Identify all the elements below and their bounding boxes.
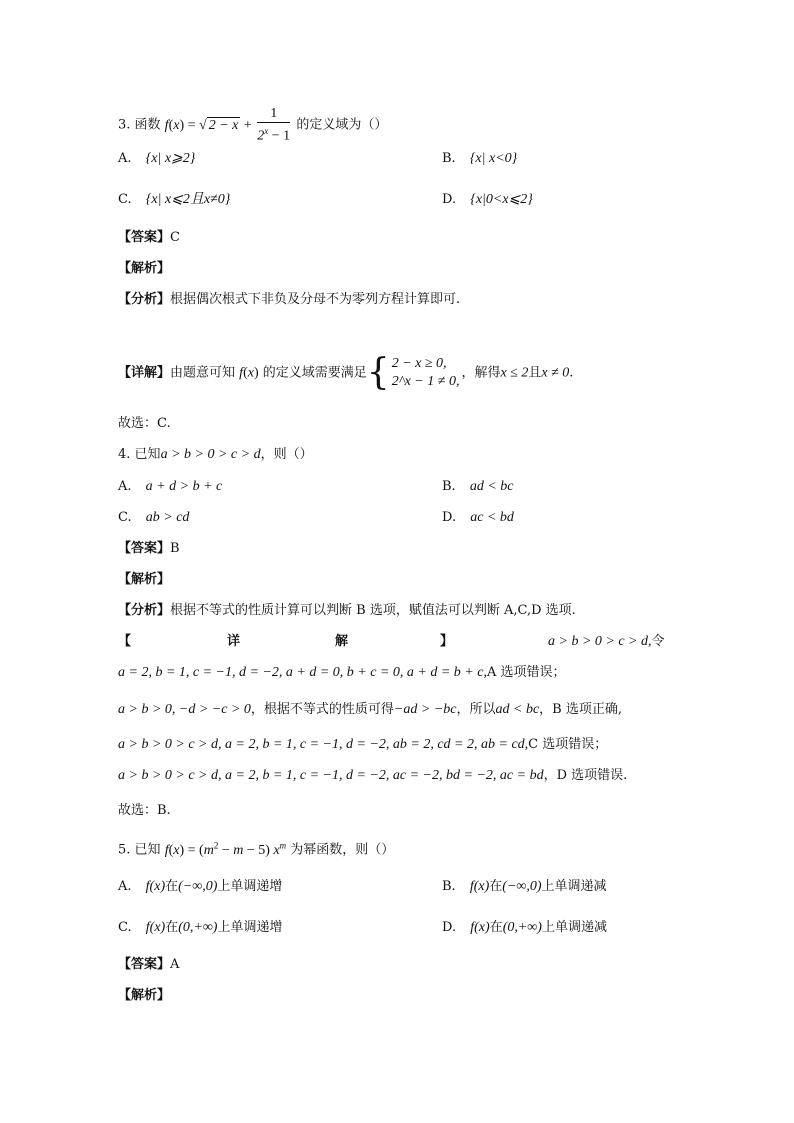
q3-stem: 3. 函数 f(x) = √ 2 − x + $\frac{1}{2^x - 1}$ 的定义域为（） (118, 106, 388, 144)
q3-formula: f(x) = √ 2 − x + $\frac{1}{2^x - 1}$ (164, 106, 291, 144)
q4-detail-tag-4: 】 (440, 634, 454, 649)
q5-stem: 5. 已知 $f(x) = (m^2 - m - 5)$ $x^m$ 为幂函数，则（） (118, 840, 395, 858)
q5-option-c: C. f(x)在(0,+∞)上单调递增 (118, 920, 283, 935)
q3-option-d: D. {x|0<x⩽2} (442, 192, 533, 207)
q5-option-d: D. f(x)在(0,+∞)上单调递减 (442, 920, 607, 935)
q4-option-b: B. ad < bc (442, 479, 514, 494)
q3-fenxi: 【分析】根据偶次根式下非负及分母不为零列方程计算即可. (118, 292, 461, 307)
q4-line-2: a > b > 0, −d > −c > 0，根据不等式的性质可得−ad > −bc，所以ad < bc，B 选项正确, (118, 702, 622, 717)
q4-conclusion: 故选：B. (118, 803, 171, 818)
q5-option-a: A. f(x)在(−∞,0)上单调递增 (118, 879, 283, 894)
q4-answer: 【答案】B (118, 541, 180, 556)
q4-fenxi: 【分析】根据不等式的性质计算可以判断 B 选项，赋值法可以判断 A,C,D 选项. (118, 603, 576, 618)
q3-analysis-tag: 【解析】 (118, 261, 171, 276)
q3-system: 2 − x ≥ 0, 2^x − 1 ≠ 0, (391, 356, 460, 389)
q3-option-a: A. {x| x⩾2} (118, 151, 196, 166)
q4-detail-cond: a > b > 0 > c > d,令 (548, 634, 665, 649)
q4-detail-tag-2: 详 (227, 634, 241, 649)
q3-detail: 【详解】由题意可知 f(x) 的定义域需要满足{ 2 − x ≥ 0, 2^x − 1 ≠ 0, ，解得x ≤ 2且x ≠ 0. (118, 352, 574, 393)
q5-analysis-tag: 【解析】 (118, 988, 171, 1003)
q5-answer: 【答案】A (118, 957, 180, 972)
system-brace: { (366, 352, 390, 393)
q3-number: 3. (118, 117, 131, 133)
q4-option-a: A. a + d > b + c (118, 479, 223, 494)
q5-option-b: B. f(x)在(−∞,0)上单调递减 (442, 879, 607, 894)
q3-conclusion: 故选：C. (118, 416, 171, 431)
q3-answer: 【答案】C (118, 230, 180, 245)
q4-option-d: D. ac < bd (442, 510, 514, 525)
q4-option-c: C. ab > cd (118, 510, 190, 525)
q3-option-b: B. {x| x<0} (442, 151, 518, 166)
q3-option-c: C. {x| x⩽2且x≠0} (118, 192, 231, 207)
q4-line-1: a = 2, b = 1, c = −1, d = −2, a + d = 0, b + c = 0, a + d = b + c,A 选项错误； (118, 665, 566, 680)
q4-line-3: a > b > 0 > c > d, a = 2, b = 1, c = −1, d = −2, ab = 2, cd = 2, ab = cd,C 选项错误； (118, 737, 608, 752)
q4-detail-tag-3: 解 (335, 634, 349, 649)
q3-stem-text: 的定义域为（） (296, 117, 388, 133)
q5-formula: $f(x) = (m^2 - m - 5)$ $x^m$ (164, 840, 287, 858)
q4-line-4: a > b > 0 > c > d, a = 2, b = 1, c = −1, d = −2, ac = −2, bd = −2, ac = bd，D 选项错误. (118, 768, 628, 783)
q4-detail-tag-1: 【 (118, 634, 132, 649)
q4-analysis-tag: 【解析】 (118, 572, 171, 587)
q4-stem: 4. 已知a > b > 0 > c > d，则（） (118, 447, 313, 462)
